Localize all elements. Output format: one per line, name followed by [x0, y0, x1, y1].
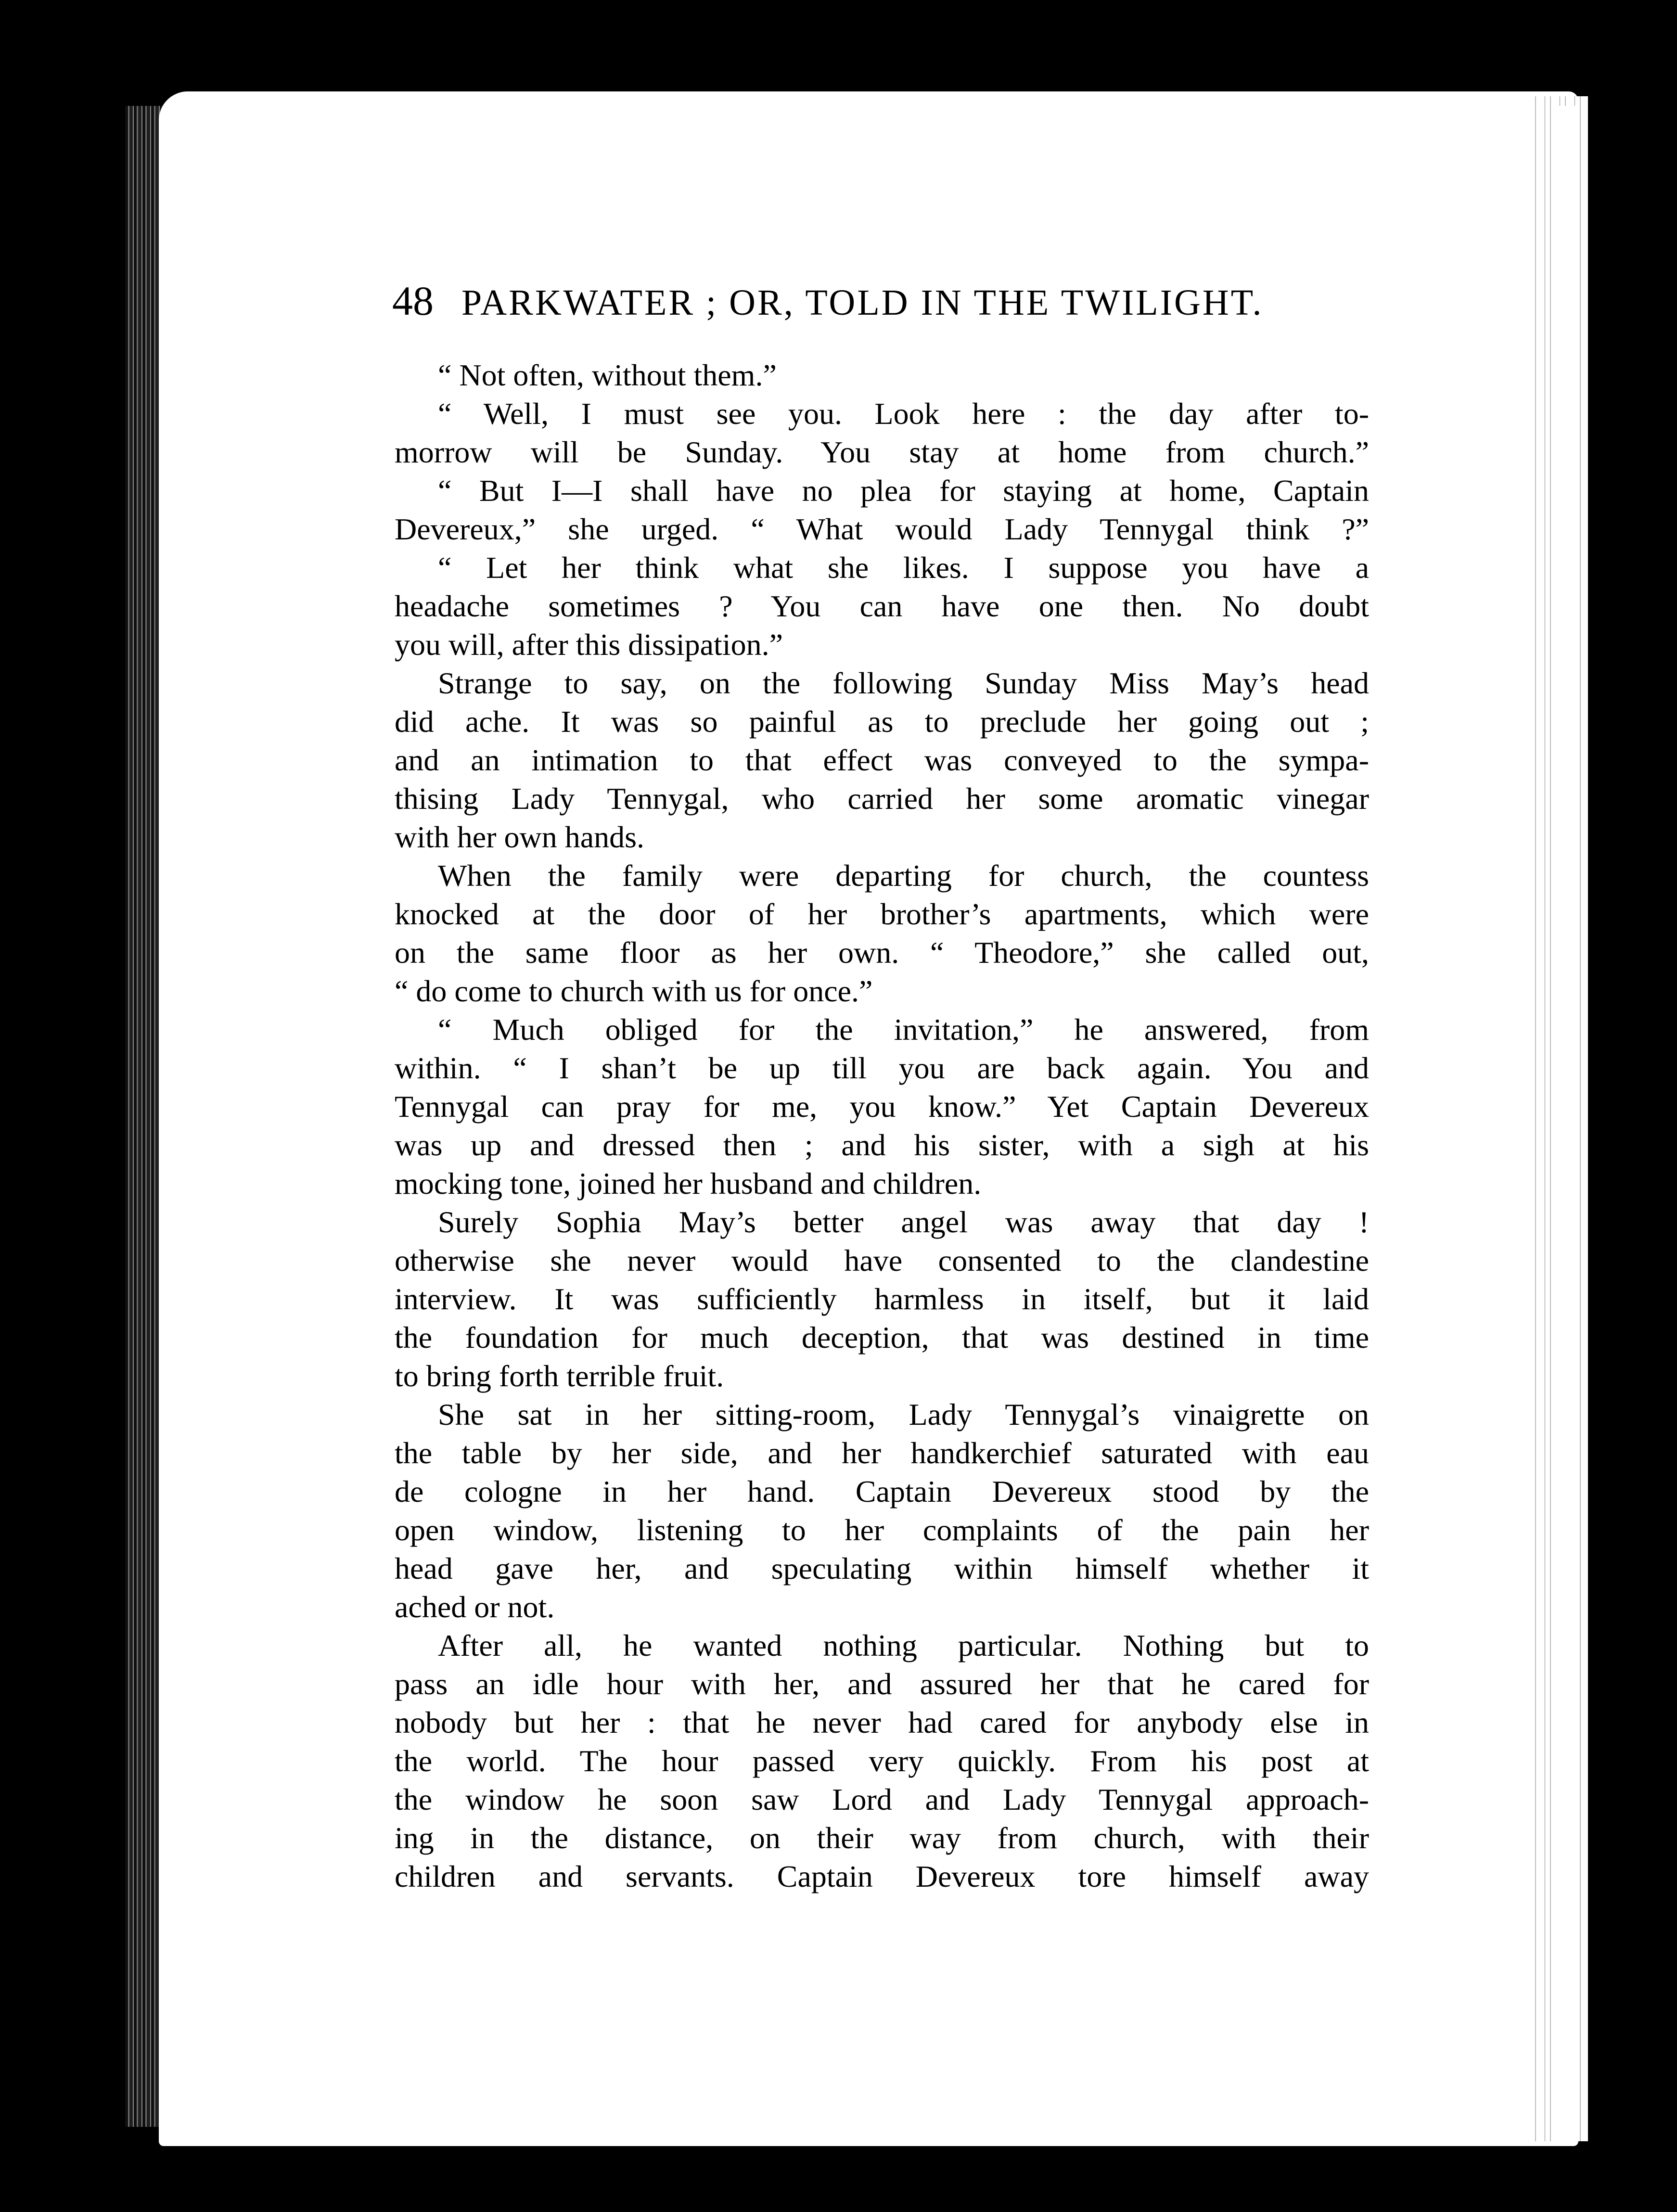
text-line: Tennygal can pray for me, you know.” Yet Captain Devereux	[395, 1089, 1369, 1124]
page-edge-strip	[1552, 106, 1578, 2141]
text-line: “ Well, I must see you. Look here : the day after to-	[438, 396, 1369, 431]
text-line: nobody but her : that he never had cared for anybody else in	[395, 1705, 1369, 1739]
text-line: Devereux,” she urged. “ What would Lady Tennygal think ?”	[395, 512, 1369, 546]
page-number: 48	[392, 278, 434, 324]
text-line: pass an idle hour with her, and assured her that he cared for	[395, 1667, 1369, 1701]
text-line: on the same floor as her own. “ Theodore,” she called out,	[395, 935, 1369, 970]
text-line: you will, after this dissipation.”	[395, 627, 783, 662]
text-line: thising Lady Tennygal, who carried her some aromatic vinegar	[395, 781, 1369, 816]
text-line: de cologne in her hand. Captain Devereux stood by the	[395, 1474, 1369, 1509]
text-line: the foundation for much deception, that was destined in time	[395, 1320, 1369, 1355]
text-line: morrow will be Sunday. You stay at home from church.”	[395, 435, 1369, 469]
text-line: was up and dressed then ; and his sister, with a sigh at his	[395, 1128, 1369, 1162]
scan-background	[1588, 0, 1677, 2212]
text-line: She sat in her sitting-room, Lady Tennygal’s vinaigrette on	[438, 1397, 1369, 1432]
text-line: mocking tone, joined her husband and children.	[395, 1166, 982, 1201]
text-line: the world. The hour passed very quickly. From his post at	[395, 1744, 1369, 1778]
text-line: did ache. It was so painful as to preclude her going out ;	[395, 704, 1369, 739]
text-line: “ Let her think what she likes. I suppose you have a	[438, 550, 1369, 585]
text-line: the window he soon saw Lord and Lady Tennygal approach-	[395, 1782, 1369, 1816]
text-line: headache sometimes ? You can have one then. No doubt	[395, 589, 1369, 623]
text-line: with her own hands.	[395, 820, 645, 854]
text-line: Surely Sophia May’s better angel was away that day !	[438, 1205, 1369, 1239]
text-line: head gave her, and speculating within himself whether it	[395, 1551, 1369, 1585]
text-line: ing in the distance, on their way from church, with their	[395, 1821, 1369, 1855]
text-line: ached or not.	[395, 1590, 555, 1624]
text-line: When the family were departing for church, the countess	[438, 858, 1369, 893]
text-line: “ do come to church with us for once.”	[395, 974, 873, 1008]
text-line: otherwise she never would have consented to the clandestine	[395, 1243, 1369, 1278]
text-line: “ But I—I shall have no plea for staying at home, Captain	[438, 473, 1369, 508]
body-text	[395, 356, 1369, 1896]
text-line: children and servants. Captain Devereux tore himself away	[395, 1859, 1369, 1893]
text-line: the table by her side, and her handkerchief saturated with eau	[395, 1436, 1369, 1470]
running-header	[392, 277, 1379, 325]
text-line: Strange to say, on the following Sunday Miss May’s head	[438, 666, 1369, 700]
text-line: within. “ I shan’t be up till you are back again. You and	[395, 1051, 1369, 1085]
text-line: interview. It was sufficiently harmless in itself, but it laid	[395, 1282, 1369, 1316]
text-line: open window, listening to her complaints of the pain her	[395, 1513, 1369, 1547]
text-line: After all, he wanted nothing particular. Nothing but to	[438, 1628, 1369, 1662]
text-line: knocked at the door of her brother’s apartments, which were	[395, 897, 1369, 931]
text-line: and an intimation to that effect was conveyed to the sympa-	[395, 743, 1369, 777]
running-title: PARKWATER ; OR, TOLD IN THE TWILIGHT.	[461, 282, 1264, 323]
text-line: to bring forth terrible fruit.	[395, 1359, 724, 1393]
text-line: “ Much obliged for the invitation,” he answered, from	[438, 1012, 1369, 1047]
text-line: “ Not often, without them.”	[438, 358, 777, 392]
